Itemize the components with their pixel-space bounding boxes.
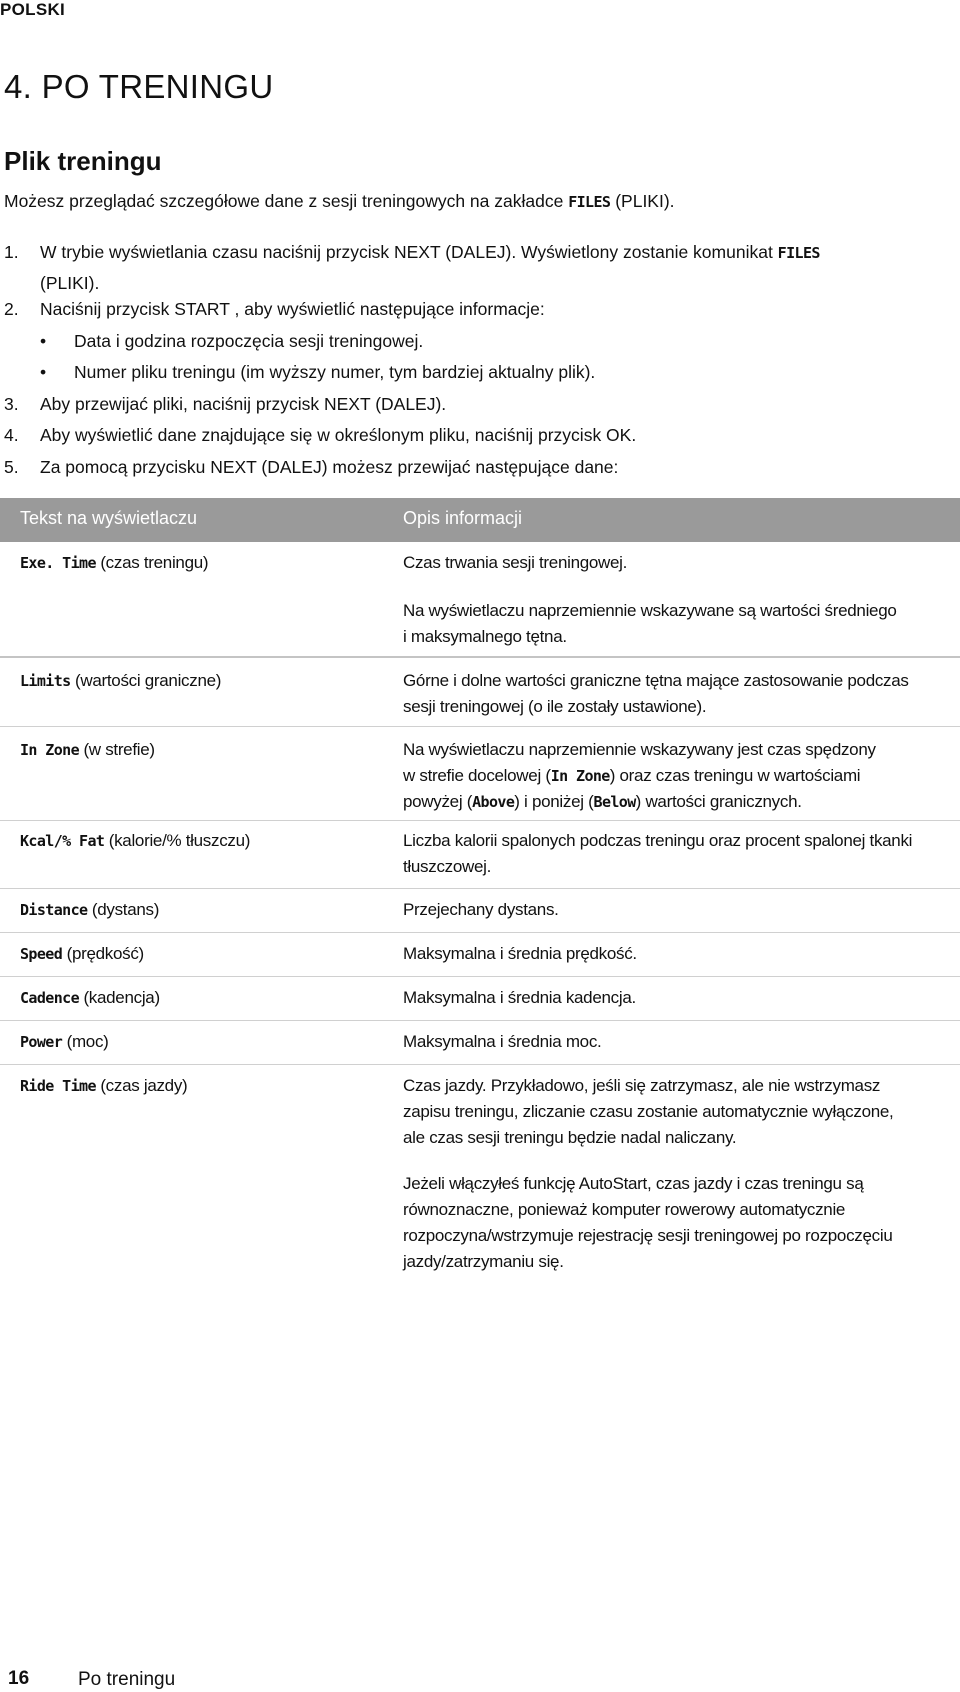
table-row-label: Speed (prędkość) — [20, 944, 144, 963]
table-row-description-note: Na wyświetlaczu naprzemiennie wskazywane są wartości średniego i maksymalnego tętna. — [403, 601, 897, 646]
table-row-description: Maksymalna i średnia moc. — [403, 1032, 602, 1051]
table-row-description: Liczba kalorii spalonych podczas treningu oraz procent spalonej tkanki tłuszczowej. — [403, 831, 913, 876]
table-row-description: Na wyświetlaczu naprzemiennie wskazywany jest czas spędzony w strefie docelowej (In Zone) oraz czas treningu w wartościami powyżej (Above) i poniżej (Below) wartości granicznych. — [403, 740, 876, 811]
table-row-label: Limits (wartości graniczne) — [20, 671, 222, 690]
table-row-label: Ride Time (czas jazdy) — [20, 1076, 188, 1095]
table-row-label: Power (moc) — [20, 1032, 109, 1051]
table-row-description: Górne i dolne wartości graniczne tętna mające zastosowanie podczas sesji treningowej (o ile zostały ustawione). — [403, 671, 909, 716]
table-header — [0, 498, 960, 542]
bullet-text: Numer pliku treningu (im wyższy numer, tym bardziej aktualny plik). — [74, 362, 596, 382]
lcd-text: Speed — [20, 945, 63, 963]
chapter-title: 4. PO TRENINGU — [4, 68, 274, 105]
bullet-icon: • — [40, 331, 47, 351]
lcd-text: Cadence — [20, 989, 80, 1007]
table-row-description: Czas jazdy. Przykładowo, jeśli się zatrzymasz, ale nie wstrzymasz zapisu treningu, zliczanie czasu zostanie automatycznie wyłączone, ale czas sesji treningu będzie nadal naliczany. — [403, 1076, 894, 1147]
table-row-description: Maksymalna i średnia kadencja. — [403, 988, 636, 1007]
row-divider — [0, 820, 960, 821]
lcd-text: Power — [20, 1033, 63, 1051]
step-text: Aby przewijać pliki, naciśnij przycisk NEXT (DALEJ). — [40, 394, 447, 414]
row-divider — [0, 888, 960, 889]
row-divider — [0, 656, 960, 658]
row-divider — [0, 726, 960, 727]
step-number: 1. — [4, 242, 19, 262]
footer-section-name: Po treningu — [78, 1669, 176, 1690]
lcd-text-files: FILES — [568, 193, 611, 211]
table-row-description-note: Jeżeli włączyłeś funkcję AutoStart, czas jazdy i czas treningu są równoznaczne, ponieważ komputer rowerowy automatycznie rozpoczyna/wstrzymuje rejestrację sesji treningowej po rozpoczęciu jazdy/zatrzymaniu się. — [403, 1174, 893, 1271]
lcd-text: In Zone — [20, 741, 80, 759]
row-divider — [0, 1064, 960, 1065]
table-row-description: Maksymalna i średnia prędkość. — [403, 944, 637, 963]
table-row-label: Distance (dystans) — [20, 900, 160, 919]
step-number: 2. — [4, 299, 19, 319]
lcd-text: In Zone — [550, 767, 610, 785]
intro-paragraph: Możesz przeglądać szczegółowe dane z sesji treningowych na zakładce FILES (PLIKI). — [4, 191, 675, 211]
section-title: Plik treningu — [4, 146, 162, 176]
step-text: W trybie wyświetlania czasu naciśnij przycisk NEXT (DALEJ). Wyświetlony zostanie komunikat FILES — [40, 242, 820, 262]
step-number: 4. — [4, 425, 19, 445]
row-divider — [0, 1020, 960, 1021]
lcd-text-files: FILES — [777, 244, 820, 262]
lcd-text: Distance — [20, 901, 88, 919]
step-text: Aby wyświetlić dane znajdujące się w określonym pliku, naciśnij przycisk OK. — [40, 425, 637, 445]
column-header-description: Opis informacji — [403, 508, 523, 528]
table-row-label: In Zone (w strefie) — [20, 740, 155, 759]
lcd-text: Exe. Time — [20, 554, 96, 572]
step-number: 5. — [4, 457, 19, 477]
lcd-text: Below — [593, 793, 636, 811]
lcd-text: Limits — [20, 672, 71, 690]
row-divider — [0, 932, 960, 933]
page-number: 16 — [8, 1668, 30, 1689]
table-row-description: Czas trwania sesji treningowej. — [403, 553, 628, 572]
bullet-icon: • — [40, 362, 47, 382]
step-number: 3. — [4, 394, 19, 414]
language-label: POLSKI — [0, 0, 66, 19]
table-row-label: Kcal/% Fat (kalorie/% tłuszczu) — [20, 831, 251, 850]
table-row-label: Cadence (kadencja) — [20, 988, 160, 1007]
column-header-display-text: Tekst na wyświetlaczu — [20, 508, 198, 528]
table-row-description: Przejechany dystans. — [403, 900, 559, 919]
table-row-label: Exe. Time (czas treningu) — [20, 553, 209, 572]
lcd-text: Kcal/% Fat — [20, 832, 105, 850]
row-divider — [0, 976, 960, 977]
step-text: Naciśnij przycisk START , aby wyświetlić następujące informacje: — [40, 299, 545, 319]
bullet-text: Data i godzina rozpoczęcia sesji treningowej. — [74, 331, 424, 351]
lcd-text: Above — [472, 793, 515, 811]
lcd-text: Ride Time — [20, 1077, 96, 1095]
step-text: Za pomocą przycisku NEXT (DALEJ) możesz przewijać następujące dane: — [40, 457, 619, 477]
step-text-continued: (PLIKI). — [40, 273, 100, 293]
